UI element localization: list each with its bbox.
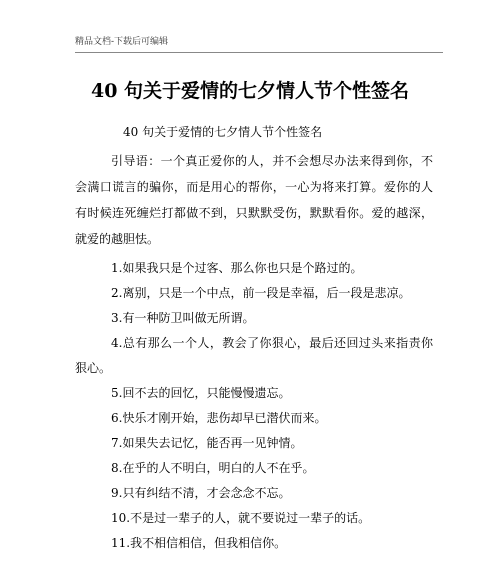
- intro-paragraph: 引导语：一个真正爱你的人，并不会想尽办法来得到你，不会满口谎言的骗你，而是用心的帮你，一心为将来打算。爱你的人有时候连死缠烂打都做不到，只默默受伤，默默看你。爱的越深，就爱的越胆怯。: [75, 154, 433, 246]
- document-title: 40 句关于爱情的七夕情人节个性签名: [90, 80, 410, 102]
- quote-item: 3.有一种防卫叫做无所谓。: [111, 311, 255, 325]
- quote-list: [75, 256, 433, 556]
- quote-item: 1.如果我只是个过客、那么你也只是个路过的。: [111, 261, 363, 275]
- quote-item: 4.总有那么一个人，教会了你狠心，最后还回过头来指责你狠心。: [75, 336, 433, 375]
- quote-item: 5.回不去的回忆，只能慢慢遗忘。: [111, 386, 291, 400]
- quote-item: 7.如果失去记忆，能否再一见钟情。: [111, 436, 303, 450]
- quote-item: 8.在乎的人不明白，明白的人不在乎。: [111, 461, 315, 475]
- document-body: [75, 120, 433, 556]
- quote-item: 6.快乐才刚开始，悲伤却早已潜伏而来。: [111, 411, 327, 425]
- quote-item: 11.我不相信相信，但我相信你。: [111, 536, 287, 550]
- quote-item: 10.不是过一辈子的人，就不要说过一辈子的话。: [111, 511, 371, 525]
- document-subtitle: 40 句关于爱情的七夕情人节个性签名: [123, 125, 323, 139]
- header-divider: [75, 52, 443, 53]
- quote-item: 2.离别，只是一个中点，前一段是幸福，后一段是悲凉。: [111, 286, 411, 300]
- header-note: 精品文档-下载后可编辑: [75, 37, 169, 47]
- quote-item: 9.只有纠结不清，才会念念不忘。: [111, 486, 291, 500]
